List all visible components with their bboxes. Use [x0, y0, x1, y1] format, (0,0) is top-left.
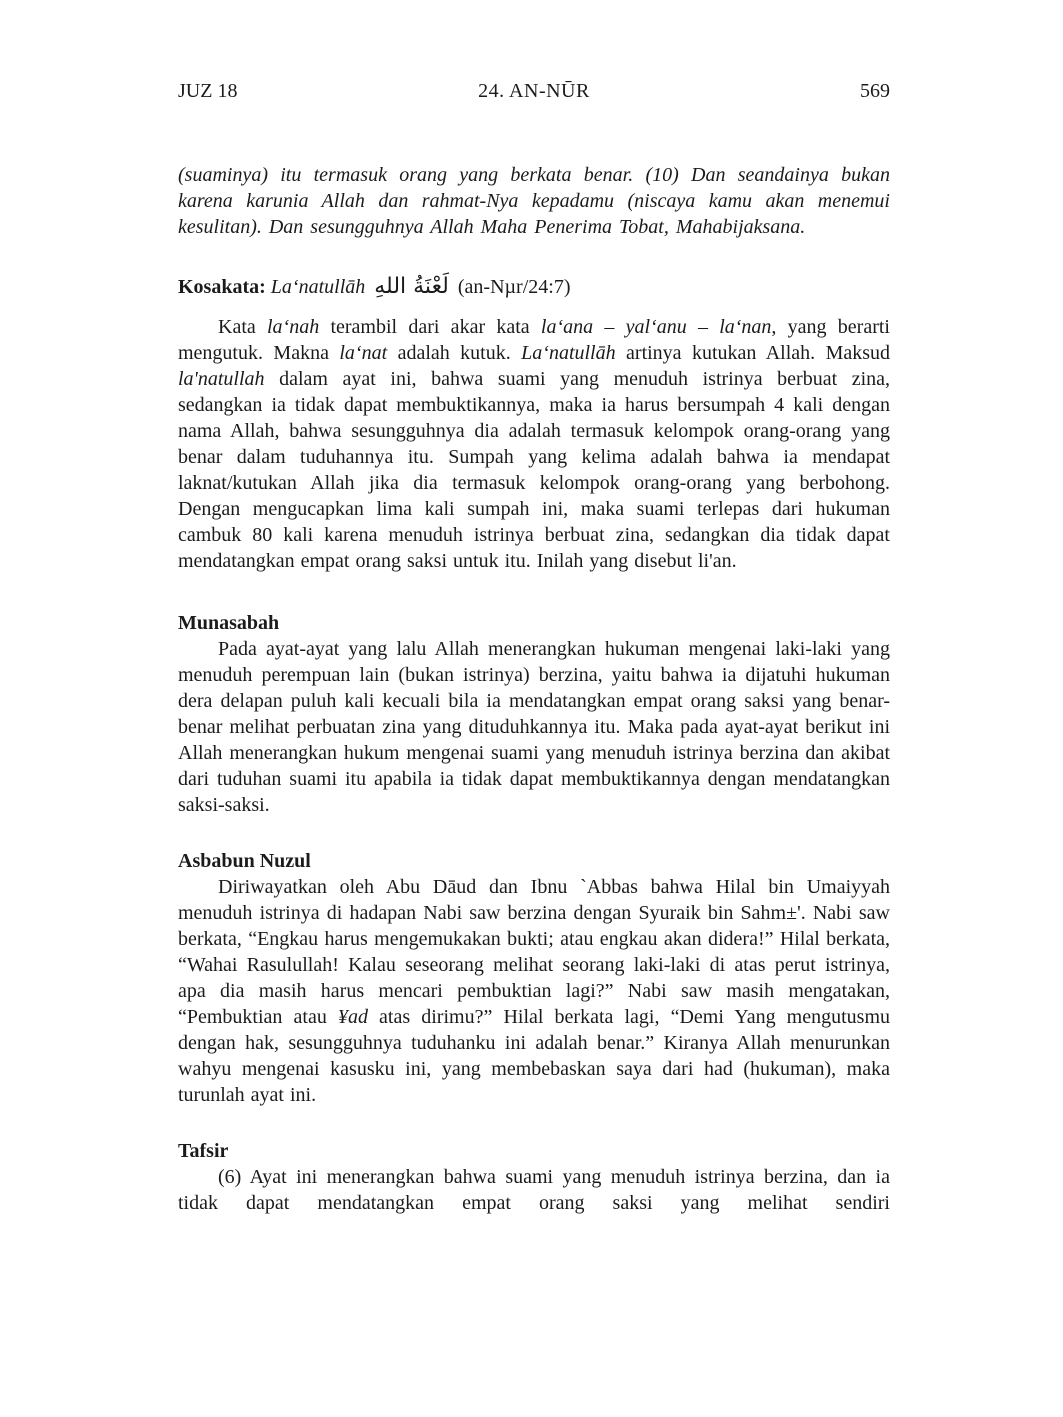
- surah-title: 24. AN-NŪR: [478, 80, 590, 102]
- text-run: adalah kutuk.: [387, 342, 522, 364]
- text-run: Kata: [218, 316, 267, 338]
- text-run: la‘ana – yal‘anu – la‘nan: [540, 316, 772, 338]
- munasabah-heading: Munasabah: [178, 612, 280, 634]
- text-run: la'natullah: [178, 368, 265, 390]
- text-run: Diriwayatkan oleh Abu Dāud dan Ibnu `Abbas bahwa Hilal bin Umaiyyah menuduh istrinya di hadapan Nabi saw berzina dengan Syuraik bin Sahm±'. Nabi saw berkata, “Engkau harus mengemukakan bukti; atau engkau akan didera!” Hilal berkata, “Wahai Rasulullah! Kalau seseorang melihat seorang laki-laki di atas perut istrinya, apa dia masih harus mencari pembuktian lagi?” Nabi saw masih mengatakan, “Pembuktian atau: [178, 876, 890, 1028]
- tafsir-paragraph: (6) Ayat ini menerangkan bahwa suami yang menuduh istrinya berzina, dan ia tidak dapat mendatangkan empat orang saksi yang melihat sendiri: [178, 1166, 890, 1214]
- text-run: La‘natullāh: [521, 342, 616, 364]
- asbabun-nuzul-paragraph: [178, 874, 890, 1108]
- verse-translation-paragraph: (suaminya) itu termasuk orang yang berkata benar. (10) Dan seandainya bukan karena karunia Allah dan rahmat-Nya kepadamu (niscaya kamu akan menemui kesulitan). Dan sesungguhnya Allah Maha Penerima Tobat, Mahabijaksana.: [178, 164, 890, 238]
- juz-label: JUZ 18: [178, 80, 238, 102]
- asbabun-nuzul-heading: Asbabun Nuzul: [178, 850, 311, 872]
- text-run: atas dirimu?” Hilal berkata lagi, “Demi Yang mengutusmu dengan hak, sesungguhnya tuduhanku ini adalah benar.” Kiranya Allah menurunkan wahyu mengenai kasusku ini, yang membebaskan saya dari had (hukuman), maka turunlah ayat ini.: [178, 1006, 891, 1106]
- kosakata-term: La‘natullāh: [270, 276, 371, 298]
- text-run: ¥ad: [337, 1006, 368, 1028]
- kosakata-line: [178, 272, 890, 302]
- text-run: , yang berarti mengutuk. Makna: [178, 316, 890, 364]
- page-header: [178, 78, 890, 104]
- text-run: artinya kutukan Allah. Maksud: [615, 342, 891, 364]
- text-run: la‘nah: [267, 316, 320, 338]
- tafsir-heading: Tafsir: [178, 1140, 229, 1162]
- page-number: 569: [859, 80, 890, 102]
- munasabah-paragraph: Pada ayat-ayat yang lalu Allah menerangkan hukuman mengenai laki-laki yang menuduh perempuan lain (bukan istrinya) berzina, yaitu bahwa ia dijatuhi hukuman dera delapan puluh kali kecuali bila ia mendatangkan empat orang saksi yang benar-benar melihat perbuatan zina yang dituduhkannya itu. Maka pada ayat-ayat berikut ini Allah menerangkan hukum mengenai suami yang menuduh istrinya berzina dan akibat dari tuduhan suami itu apabila ia tidak dapat membuktikannya dengan mendatangkan saksi-saksi.: [178, 638, 890, 816]
- text-run: terambil dari akar kata: [319, 316, 541, 338]
- kosakata-label: Kosakata:: [178, 276, 271, 298]
- kosakata-explanation-paragraph: [178, 314, 890, 574]
- text-run: la‘nat: [339, 342, 388, 364]
- arabic-phrase: لَعْنَةُ اللهِ: [374, 274, 449, 299]
- text-run: dalam ayat ini, bahwa suami yang menuduh istrinya berbuat zina, sedangkan ia tidak dapat membuktikannya, maka ia harus bersumpah 4 kali dengan nama Allah, bahwa sesungguhnya dia adalah termasuk kelompok orang-orang yang benar dalam tuduhannya itu. Sumpah yang kelima adalah bahwa ia mendapat laknat/kutukan Allah jika dia termasuk kelompok orang-orang yang berbohong. Dengan mengucapkan lima kali sumpah ini, maka suami terlepas dari hukuman cambuk 80 kali karena menuduh istrinya berbuat zina, sedangkan dia tidak dapat mendatangkan empat orang saksi untuk itu. Inilah yang disebut li'an.: [178, 368, 890, 572]
- kosakata-reference: (an-Nµr/24:7): [452, 276, 571, 298]
